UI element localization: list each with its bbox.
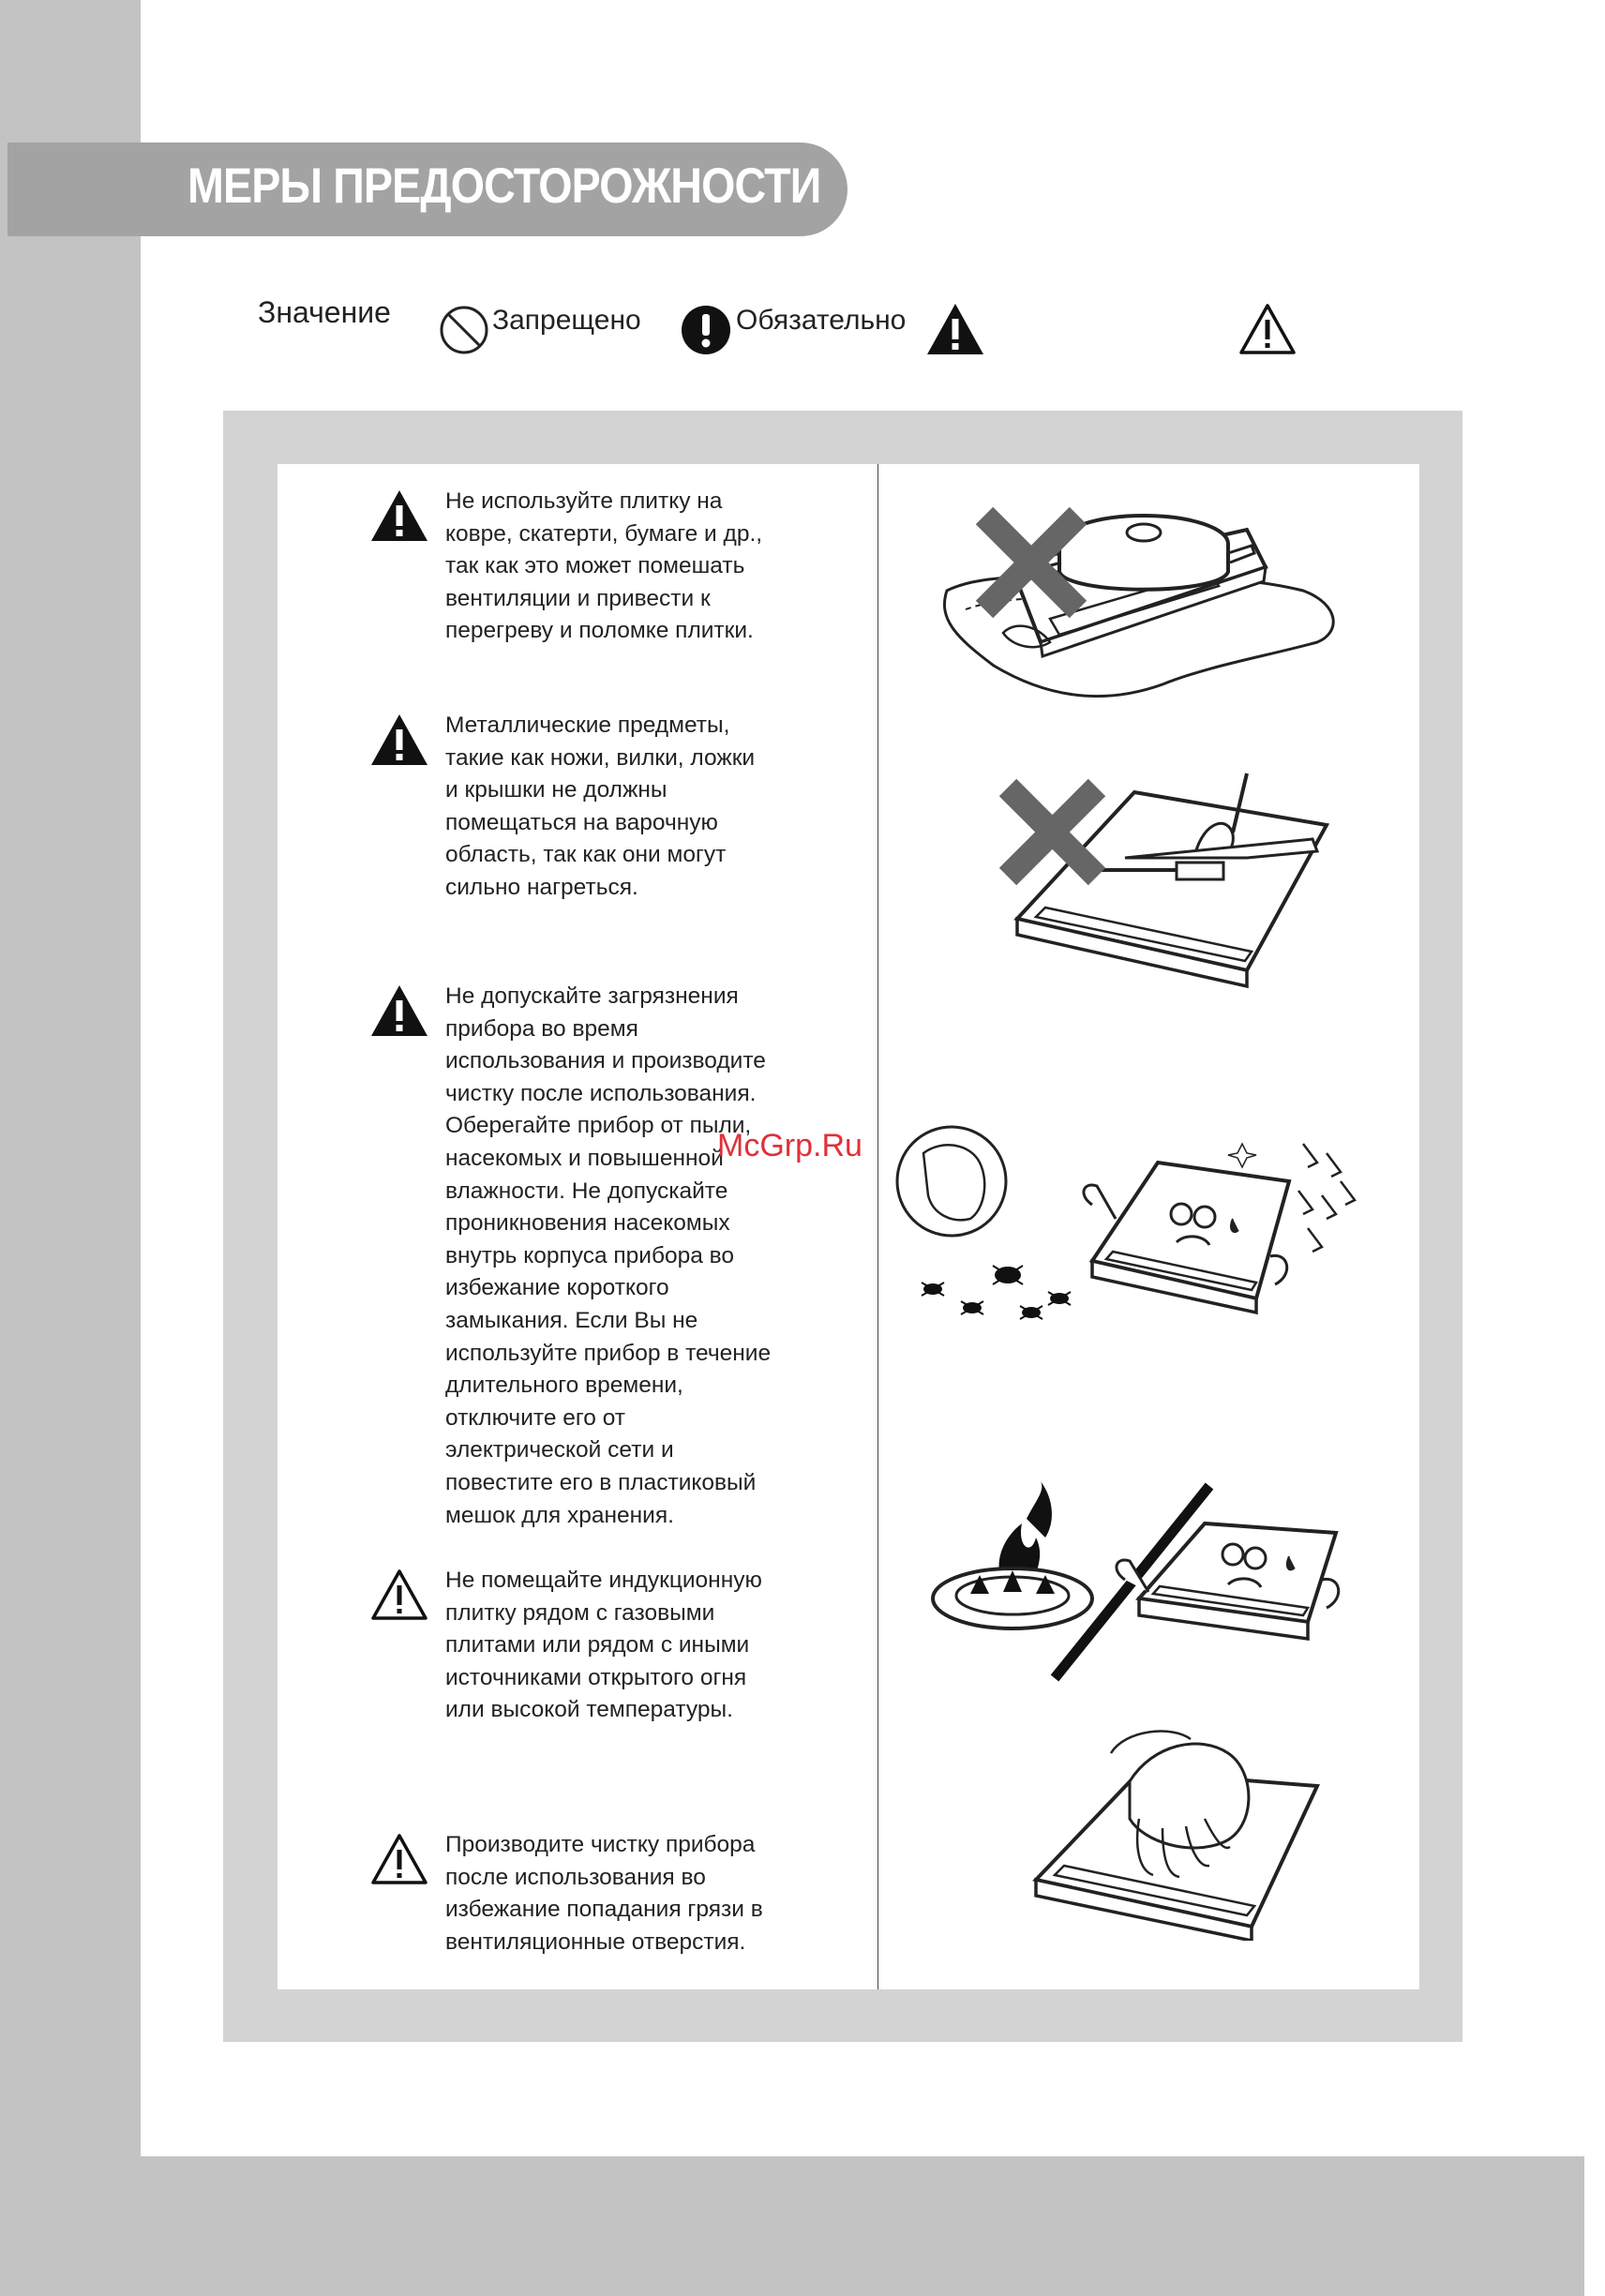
legend-mandatory: Обязательно — [736, 305, 907, 336]
warning-outline-icon — [1238, 302, 1298, 356]
page-title: МЕРЫ ПРЕДОСТОРОЖНОСТИ — [188, 158, 821, 214]
metal-objects-illustration — [994, 769, 1341, 994]
warning-filled-icon — [370, 489, 428, 542]
precaution-text: Не помещайте индукционную плитку рядом с газовыми плитами или рядом с иными источниками открытого огня или высокой температуры. — [445, 1568, 762, 1723]
warning-filled-icon — [370, 984, 428, 1037]
gas-burner-illustration — [923, 1481, 1373, 1688]
warning-filled-icon — [925, 302, 985, 356]
precaution-text: Не используйте плитку на ковре, скатерти, бумаге и др., так как это может помешать вентиляции и привести к перегреву и поломке плитки. — [445, 488, 763, 644]
forbidden-icon — [439, 305, 489, 355]
watermark: McGrp.Ru — [717, 1128, 862, 1163]
bottom-margin-bar — [0, 2156, 1605, 2296]
precaution-text: Не допускайте загрязнения прибора во время использования и производите чистку после использования. Оберегайте прибор от пыли, насекомых и повышенной влажности. Не допускайте проникновения насекомых внутрь корпуса прибора во избежание короткого замыкания. Если Вы не используйте прибор в течение длительного времени, отключите его от электрической сети и повестите его в пластиковый мешок для хранения. — [445, 983, 772, 1528]
cooker-on-carpet-illustration — [928, 478, 1350, 717]
cross-icon — [1008, 788, 1097, 877]
mandatory-icon — [681, 305, 731, 355]
warning-outline-icon — [370, 1568, 428, 1621]
legend-forbidden: Запрещено — [492, 305, 641, 336]
dust-insects-illustration — [895, 1125, 1364, 1341]
cleaning-illustration — [1022, 1716, 1341, 1941]
warning-outline-icon — [370, 1833, 428, 1885]
warning-filled-icon — [370, 713, 428, 766]
legend-label: Значение — [258, 295, 391, 329]
precaution-text: Металлические предметы, такие как ножи, вилки, ложки и крышки не должны помещаться на варочную область, так как они могут сильно нагреться. — [445, 713, 756, 900]
precaution-text: Производите чистку прибора после использования во избежание попадания грязи в вентиляционные отверстия. — [445, 1832, 763, 1955]
bottom-right-strip — [1584, 2156, 1605, 2296]
left-margin-bar — [0, 0, 141, 2296]
